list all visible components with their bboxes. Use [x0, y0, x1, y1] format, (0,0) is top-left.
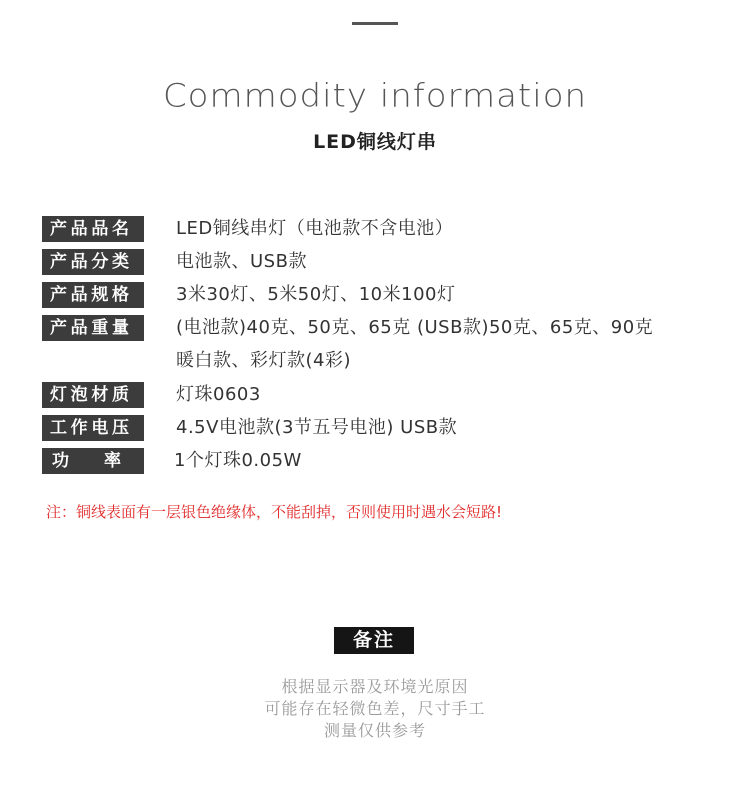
spec-label: 产品品名 [42, 216, 144, 242]
spec-label: 产品规格 [42, 282, 144, 308]
remark-line: 根据显示器及环境光原因 [281, 677, 469, 696]
spec-label: 灯泡材质 [42, 382, 144, 408]
page-title-english: Commodity information [162, 77, 588, 115]
remark-line: 可能存在轻微色差，尺寸手工 [264, 699, 486, 718]
page-title-chinese: LED铜线灯串 [313, 131, 437, 153]
warning-note: 注：铜线表面有一层银色绝缘体，不能刮掉，否则使用时遇水会短路! [46, 503, 503, 521]
spec-value: 1个灯珠0.05W [174, 450, 302, 471]
spec-label: 功 率 [42, 448, 144, 474]
spec-label: 产品重量 [42, 315, 144, 341]
spec-value: LED铜线串灯（电池款不含电池） [176, 218, 454, 239]
spec-value: 灯珠0603 [176, 384, 261, 405]
spec-value: (电池款)40克、50克、65克 (USB款)50克、65克、90克 [176, 317, 654, 338]
spec-label: 产品分类 [42, 249, 144, 275]
spec-value-secondary: 暖白款、彩灯款(4彩) [176, 350, 351, 371]
top-divider [352, 22, 398, 25]
spec-value: 3米30灯、5米50灯、10米100灯 [176, 284, 456, 305]
remark-title: 备注 [334, 627, 414, 654]
spec-value: 4.5V电池款(3节五号电池) USB款 [176, 417, 458, 438]
spec-value: 电池款、USB款 [176, 251, 307, 272]
remark-line: 测量仅供参考 [323, 721, 426, 740]
spec-label: 工作电压 [42, 415, 144, 441]
